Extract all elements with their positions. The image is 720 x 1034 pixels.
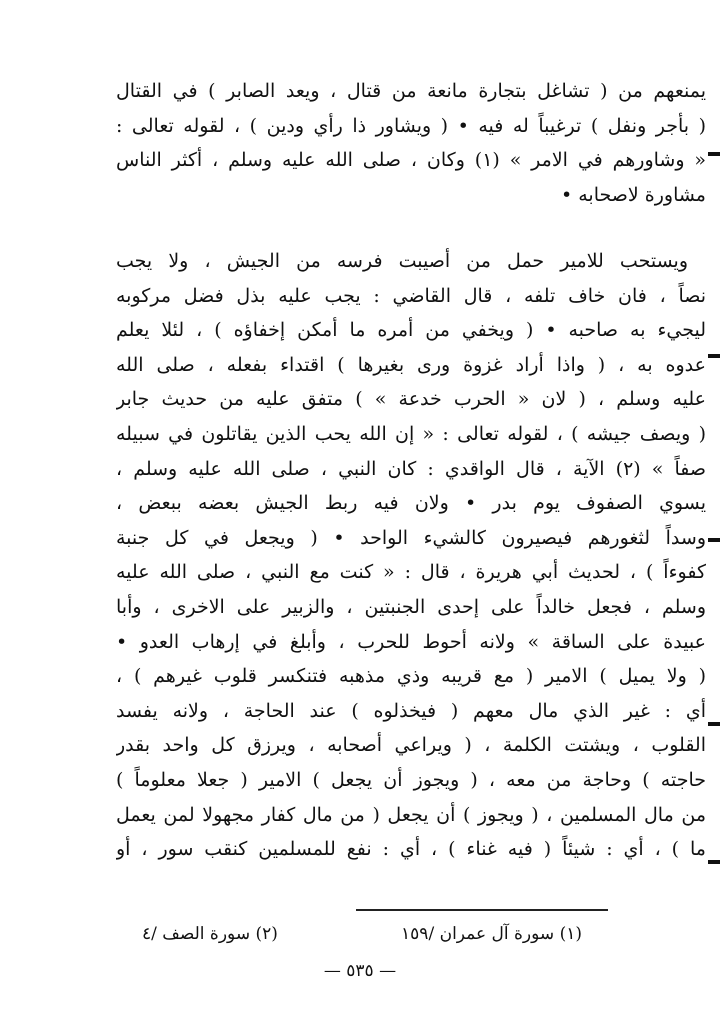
text-line: ( ويصف جيشه ) ، لقوله تعالى : « إن الله يحب الذين يقاتلون في سبيله [116, 422, 706, 445]
text-line: وسلم ، فجعل خالداً على إحدى الجنبتين ، والزبير على الاخرى ، وأبا [116, 595, 706, 618]
paragraph-1 [116, 74, 706, 212]
margin-mark [708, 152, 720, 156]
text-line: يسوي الصفوف يوم بدر • ولان فيه ربط الجيش بعضه ببعض ، [116, 492, 706, 515]
text-line: ليجيء به صاحبه • ( ويخفي من أمره ما أمكن إخفاؤه ) ، لئلا يعلم [116, 319, 706, 342]
text-line: أي : غير الذي مال معهم ( فيخذلوه ) عند الحاجة ، ولانه يفسد [116, 699, 706, 722]
footnote-2: (٢) سورة الصف /٤ [142, 924, 278, 944]
text-line: ( ولا يميل ) الامير ( مع قريبه وذي مذهبه فتنكسر قلوب غيرهم ) ، [116, 665, 706, 688]
page-number: — ٥٣٥ — [323, 961, 397, 981]
text-line: حاجته ) وحاجة من معه ، ( ويجوز أن يجعل ) الامير ( جعلا معلوماً ) [116, 768, 706, 791]
text-line: ( بأجر ونفل ) ترغيباً له فيه • ( ويشاور ذا رأي ودين ) ، لقوله تعالى : [116, 114, 706, 137]
text-line: كفوءاً ) ، لحديث أبي هريرة ، قال : « كنت مع النبي ، صلى الله عليه [116, 561, 706, 584]
text-line: عليه وسلم ، ( لان « الحرب خدعة » ) متفق عليه من حديث جابر [116, 388, 706, 411]
text-line: عبيدة على الساقة » ولانه أحوط للحرب ، وأبلغ في إرهاب العدو • [116, 630, 706, 653]
text-line: « وشاورهم في الامر » (١) وكان ، صلى الله عليه وسلم ، أكثر الناس [116, 149, 706, 172]
margin-mark [708, 538, 720, 542]
footnote-separator [356, 909, 608, 911]
text-line: من مال المسلمين ، ( ويجوز ) أن يجعل ( من مال كفار مجهولا لمن يعمل [116, 803, 706, 826]
margin-mark [708, 354, 720, 358]
text-line: ما ) ، أي : شيئاً ( فيه غناء ) ، أي : نفع للمسلمين كنقب سور ، أو [116, 838, 706, 861]
text-line: القلوب ، ويشتت الكلمة ، ( ويراعي أصحابه ، ويرزق كل واحد بقدر [116, 734, 706, 757]
text-line: وسداً لثغورهم فيصيرون كالشيء الواحد • ( ويجعل في كل جنبة [116, 526, 706, 549]
footnote-1: (١) سورة آل عمران /١٥٩ [401, 924, 582, 944]
text-line: عدوه به ، ( واذا أراد غزوة ورى بغيرها ) اقتداء بفعله ، صلى الله [116, 353, 706, 376]
footnotes [142, 921, 582, 947]
text-line: مشاورة لاصحابه • [560, 183, 706, 206]
paragraph-2 [116, 244, 706, 867]
text-line: ويستحب للامير حمل من أصيبت فرسه من الجيش ، ولا يجب [116, 250, 688, 272]
margin-mark [708, 722, 720, 726]
text-line: يمنعهم من ( تشاغل بتجارة مانعة من قتال ، ويعد الصابر ) في القتال [116, 80, 706, 102]
text-line: نصاً ، فان خاف تلفه ، قال القاضي : يجب عليه بذل فضل مركوبه [116, 284, 706, 307]
text-line: صفاً » (٢) الآية ، قال الواقدي : كان النبي ، صلى الله عليه وسلم ، [116, 457, 706, 480]
margin-mark [708, 860, 720, 864]
